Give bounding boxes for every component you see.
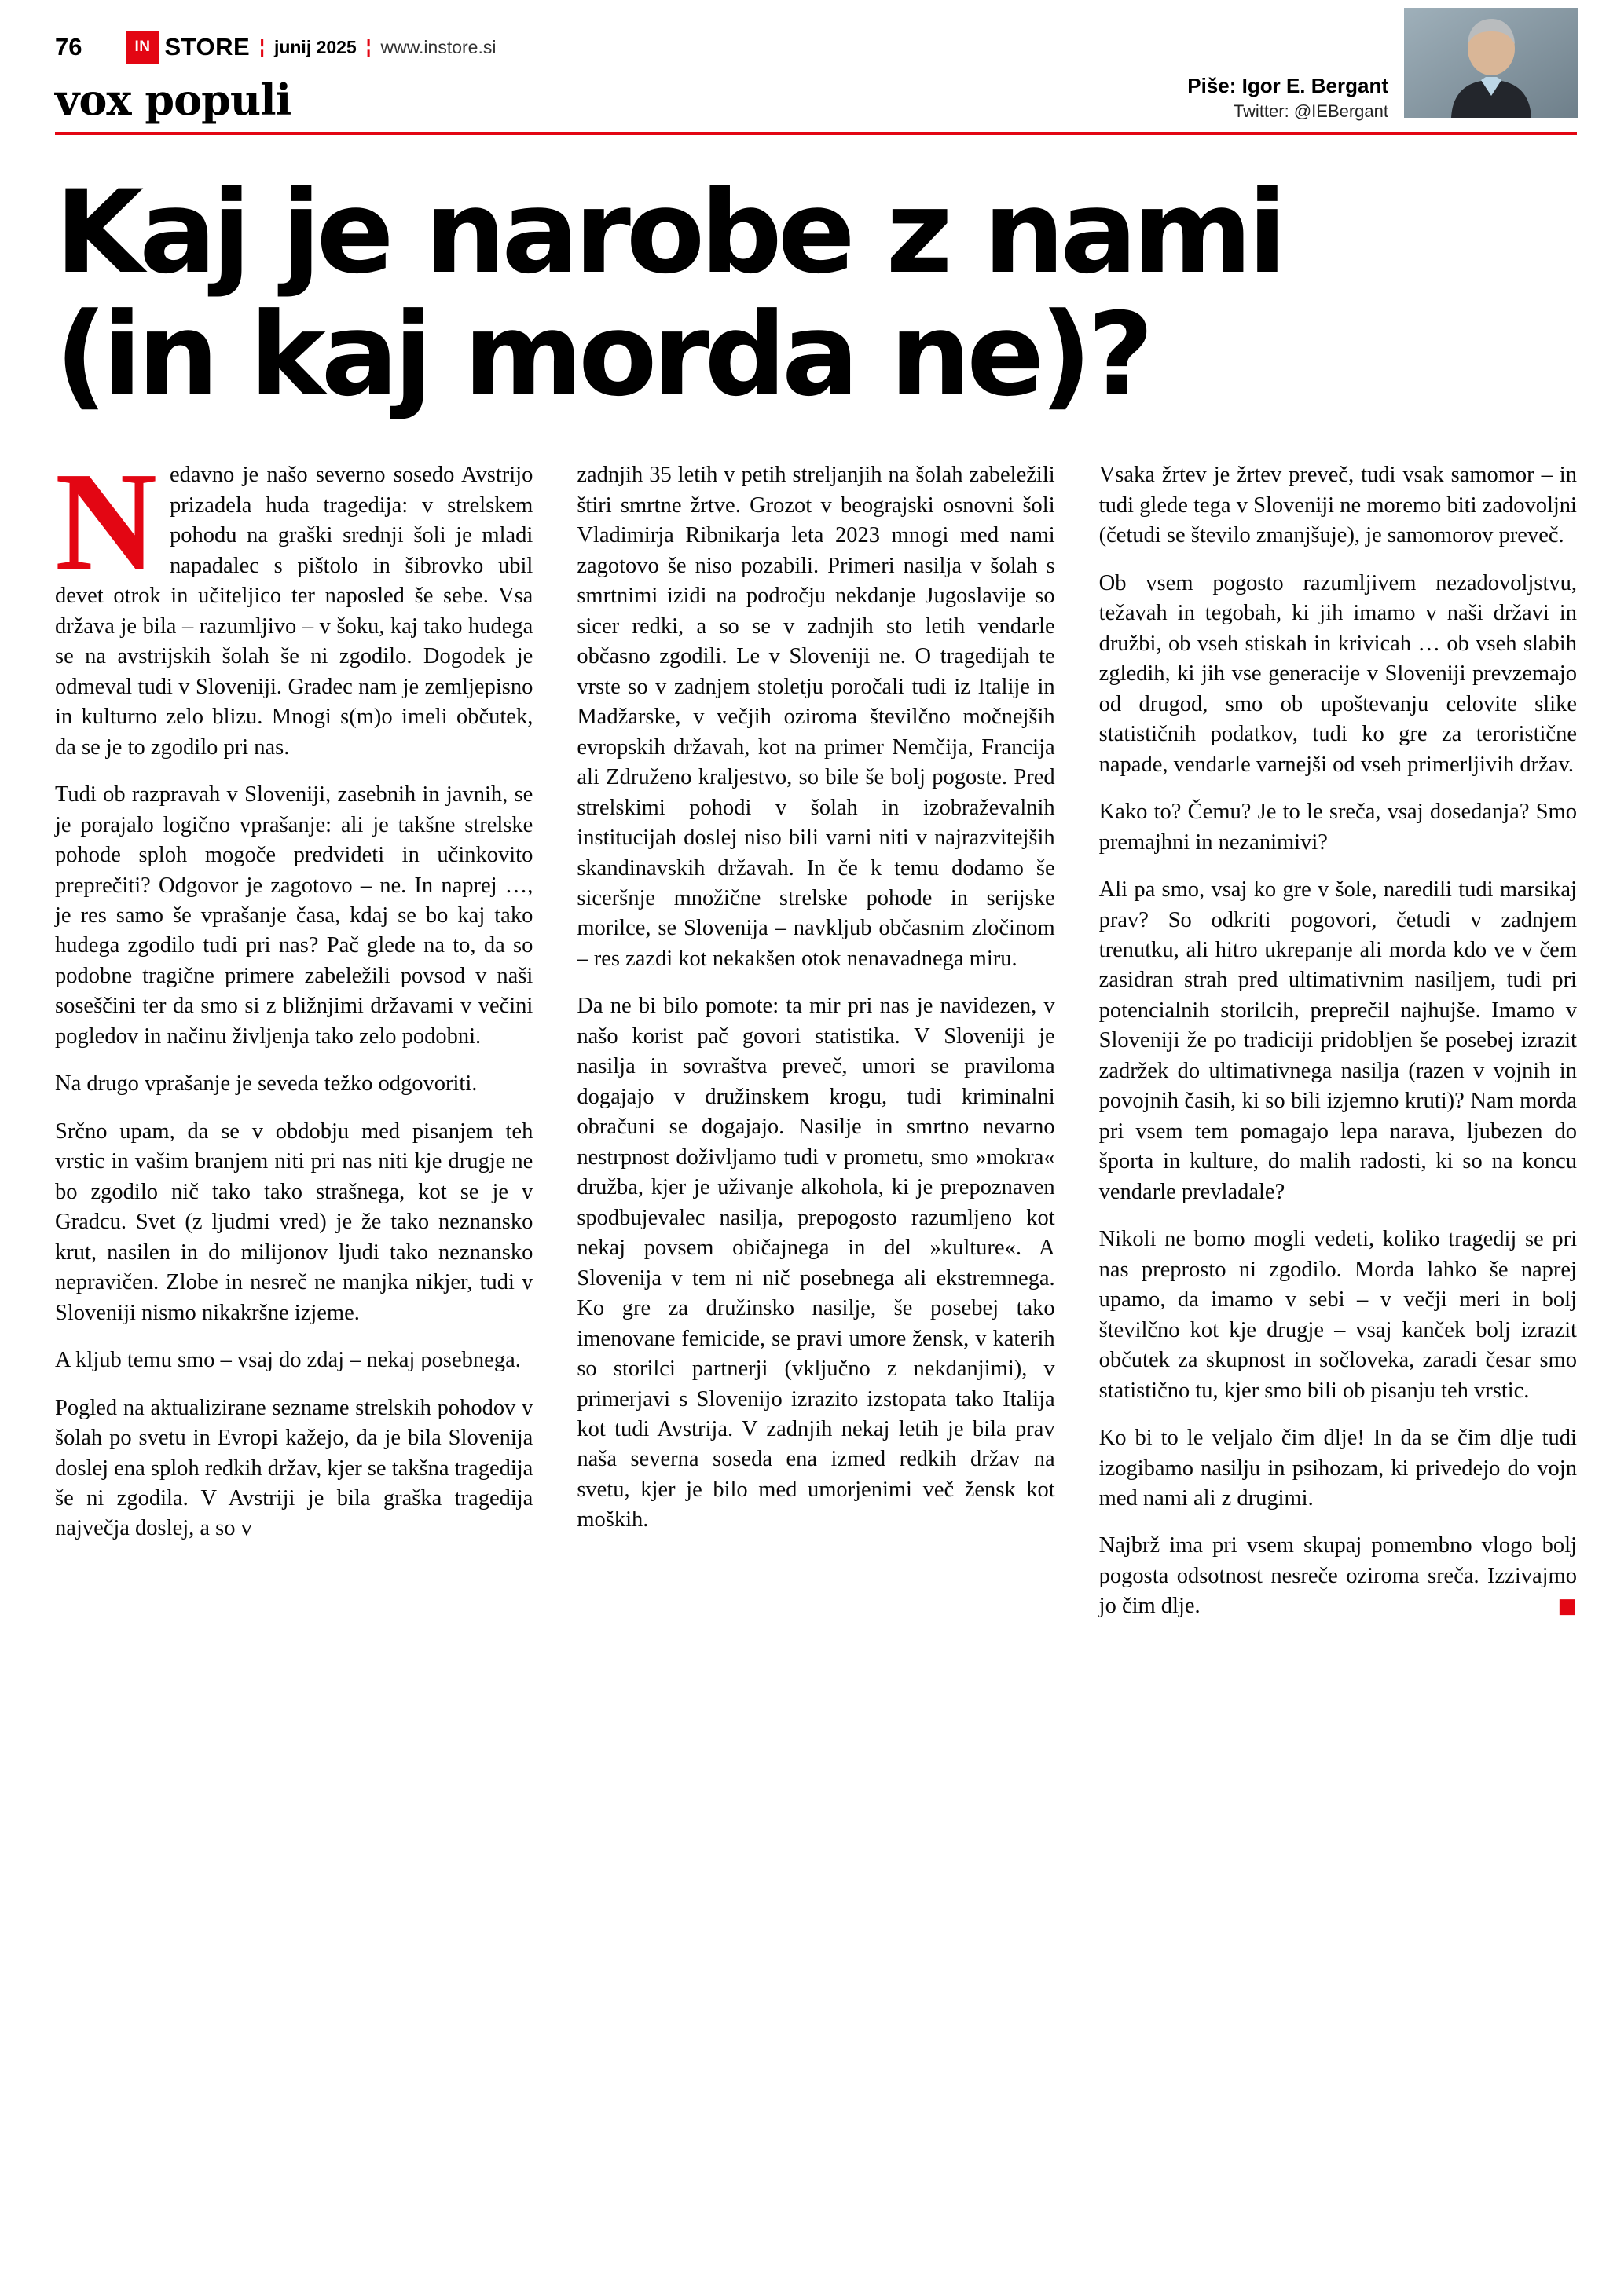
paragraph: Srčno upam, da se v obdobju med pisanjem teh vrstic in vašim branjem niti pri nas niti kje drugje ne bo zgodilo nič tako tako strašnega, kot se je v Gradcu. Svet (z ljudmi vred) je že tako neznansko krut, nasilen in do milijonov ljudi tako neznansko nepravičen. Zlobe in nesreč ne manjka nikjer, tudi v Sloveniji nismo nikakršne izjeme. <box>55 1119 533 1325</box>
paragraph: Ko bi to le veljalo čim dlje! In da se čim dlje tudi izogibamo nasilju in psihozam, ki privedejo do vojn med nami ali z drugimi. <box>1098 1426 1577 1511</box>
paragraph: Nikoli ne bomo mogli vedeti, koliko tragedij se pri nas preprosto ni zgodilo. Morda lahko še naprej upamo, da imamo v sebi – v večji meri in bolj številčno kot kje drugje – vsaj kanček bolj izrazit občutek za skupnost in sočloveka, zaradi česar smo statistično tu, kjer smo bili ob pisanju teh vrstic. <box>1098 1227 1577 1403</box>
paragraph: Na drugo vprašanje je seveda težko odgovoriti. <box>55 1071 478 1097</box>
paragraph: A kljub temu smo – vsaj do zdaj – nekaj posebnega. <box>55 1348 521 1373</box>
author-block <box>1187 74 1388 122</box>
separator: ¦ <box>365 36 372 57</box>
section-divider-rule <box>55 132 1577 135</box>
article-headline <box>55 166 1577 423</box>
paragraph: Tudi ob razpravah v Sloveniji, zasebnih in javnih, se je porajalo logično vprašanje: ali je takšne strelske pohode sploh mogoče predvideti in učinkovito preprečiti? Odgovor je zagotovo – ne. In naprej …, je res samo še vprašanje časa, kdaj se bo kaj tako hudega zgodilo tudi pri nas? Pač glede na to, da so podobne tragične primere zabeležili povsod v naši soseščini ter da smo si z bližnjimi državami v večini pogledov in načinu življenja tako zelo podobni. <box>55 782 533 1049</box>
separator: ¦ <box>259 36 265 57</box>
article-body <box>55 443 1577 1639</box>
section-title: vox populi <box>55 75 291 125</box>
website-url: www.instore.si <box>380 36 497 57</box>
paragraph: Ob vsem pogosto razumljivem nezadovoljstvu, težavah in tegobah, ki jih imamo v naši državi in družbi, ob vseh stiskah in krivicah … ob vseh slabih zgledih, ki jih vse generacije v Sloveniji prevzemajo od drugod, smo ob upoštevanju celovite slike statističnih podatkov, tudi ko gre za teroristične napade, vendarle varnejši od vseh primerljivih držav. <box>1098 570 1577 777</box>
page-number: 76 <box>55 33 82 60</box>
drop-cap: N <box>55 443 157 600</box>
paragraph: Ali pa smo, vsaj ko gre v šole, naredili tudi marsikaj prav? So odkriti pogovori, četudi v zadnjem trenutku, ali hitro ukrepanje ali morda kdo ve v čem zasidran strah pred ultimativnim nasiljem, tudi pri potencialnih storilcih, preprečil najhujše. Imamo v Sloveniji že po tradiciji pridobljen še posebej izrazit zadržek do ultimativnega nasilja (razen v vojnih in povojnih časih, ki so bili izjemno kruti)? Nam morda pri vsem tem pomagajo lepa narava, ljubezen do športa in kulture, do malih radosti, ki so na koncu vendarle prevladale? <box>1098 877 1577 1204</box>
text-column-2 <box>577 460 1054 1639</box>
end-of-article-marker: ■ <box>1557 1595 1577 1619</box>
author-photo <box>1404 8 1578 118</box>
headline-line-2: (in kaj morda ne)? <box>55 288 1149 423</box>
text-column-3 <box>1099 460 1577 1639</box>
paragraph: Nedavno je našo severno sosedo Avstrijo prizadela huda tragedija: v strelskem pohodu na graški srednji šoli je mladi napadalec s pištolo in šibrovko ubil devet otrok in učiteljico ter naposled še sebe. Vsa država je bila – razumljivo – v šoku, kaj tako hudega se na avstrijskih šolah še ni zgodilo. Dogodek je odmeval tudi v Sloveniji. Gradec nam je zemljepisno in kulturno zelo blizu. Mnogi s(m)o imeli občutek, da se je to zgodilo pri nas. <box>55 443 533 760</box>
instore-logo-text: STORE <box>164 33 251 60</box>
masthead <box>55 28 1577 66</box>
paragraph: Najbrž ima pri vsem skupaj pomembno vlogo bolj pogosta odsotnost nesreče oziroma sreča. Izzivajmo jo čim dlje. ■ <box>1098 1533 1577 1619</box>
paragraph: Kako to? Čemu? Je to le sreča, vsaj dosedanja? Smo premajhni in nezanimivi? <box>1098 800 1577 855</box>
paragraph: Pogled na aktualizirane sezname strelskih pohodov v šolah po svetu in Evropi kažejo, da je bila Slovenija doslej ena sploh redkih držav, kjer se takšna tragedija še ni zgodila. V Avstriji je bila graška tragedija največja doslej, a so v <box>55 1395 533 1541</box>
author-byline: Piše: Igor E. Bergant <box>1187 74 1388 97</box>
headline-line-1: Kaj je narobe z nami <box>55 166 1282 299</box>
author-twitter: Twitter: @IEBergant <box>1233 101 1388 121</box>
instore-logo-icon: IN <box>126 31 159 64</box>
text-column-1 <box>55 443 533 1639</box>
paragraph: Da ne bi bilo pomote: ta mir pri nas je navidezen, v našo korist pač govori statistika. V Sloveniji je nasilja in sovraštva preveč, umori se praviloma dogajajo v družinskem krogu, tudi kriminalni obračuni se dogajajo. Nasilje in smrtno nevarno nestrpnost doživljamo tudi v prometu, smo »mokra« družba, kjer je uživanje alkohola, ki je prepoznaven spodbujevalec nasilja, prepogosto razumljeno kot nekaj povsem običajnega in del »kulture«. A Slovenija v tem ni nič posebnega ali ekstremnega. Ko gre za družinsko nasilje, še posebej tako imenovane femicide, se pravi umore žensk, v katerih so storilci partnerji (vključno z nekdanjimi), v primerjavi s Slovenijo izrazito izstopata tako Italija kot tudi Avstrija. V zadnjih nekaj letih je bila prav naša severna soseda ena izmed redkih držav na svetu, kjer je bilo med umorjenimi več žensk kot moških. <box>577 994 1055 1532</box>
author-photo-image <box>1404 8 1578 118</box>
paragraph: Vsaka žrtev je žrtev preveč, tudi vsak samomor – in tudi glede tega v Sloveniji ne moremo biti zadovoljni (četudi se število zmanjšuje), je samomorov preveč. <box>1098 463 1577 548</box>
issue-date: junij 2025 <box>273 36 357 57</box>
paragraph: zadnjih 35 letih v petih streljanjih na šolah zabeležili štiri smrtne žrtve. Grozot v beograjski osnovni šoli Vladimirja Ribnikarja leta 2023 mnogi med nami zagotovo še niso pozabili. Primeri nasilja v šolah s smrtnimi izidi na področju nekdanje Jugoslavije so sicer redki, a so se v zadnjih sto letih vendarle občasno zgodili. Le v Sloveniji ne. O tragedijah te vrste so v zadnjem stoletju poročali tudi iz Italije in Madžarske, v večjih oziroma številčno močnejših evropskih državah, kot na primer Nemčija, Francija ali Združeno kraljestvo, so bile še bolj pogoste. Pred strelskimi pohodi v šolah in izobraževalnih institucijah doslej niso bili varni niti v najrazvitejših skandinavskih državah. In če k temu dodamo še siceršnje množične strelske pohode in serijske morilce, se Slovenija – navkljub občasnim zločinom – res zazdi kot nekakšen otok nenavadnega miru. <box>577 463 1055 971</box>
